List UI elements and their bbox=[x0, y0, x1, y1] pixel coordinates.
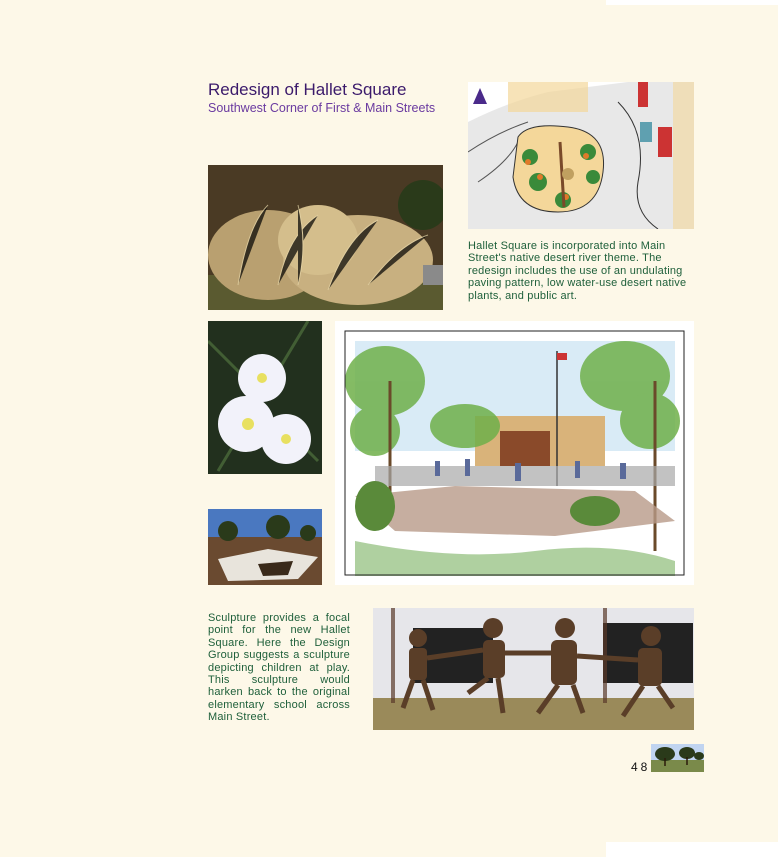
children-sculpture-photo bbox=[373, 608, 694, 730]
site-plan-sketch bbox=[468, 82, 694, 229]
page-number: 48 bbox=[631, 760, 651, 774]
existing-plaza-photo bbox=[208, 509, 322, 585]
perspective-rendering bbox=[335, 321, 694, 585]
bottom-right-white-strip bbox=[606, 842, 778, 857]
page-title: Redesign of Hallet Square bbox=[208, 80, 407, 99]
site-plan-caption: Hallet Square is incorporated into Main Street's native desert river theme. The redesign includes the use of an undulating paving pattern, low water-use desert native plants, and public art. bbox=[468, 240, 687, 302]
page-subtitle: Southwest Corner of First & Main Streets bbox=[208, 101, 436, 115]
evening-primrose-photo bbox=[208, 321, 322, 474]
desert-grass-photo bbox=[208, 165, 443, 310]
top-right-white-strip bbox=[606, 0, 778, 5]
tree-thumbnail bbox=[651, 744, 704, 772]
sculpture-caption: Sculpture provides a focal point for the new Hallet Square. Here the Design Group suggests a sculpture depicting children at play. This sculpture would harken back to the original elementary school across Main Street. bbox=[208, 612, 350, 724]
